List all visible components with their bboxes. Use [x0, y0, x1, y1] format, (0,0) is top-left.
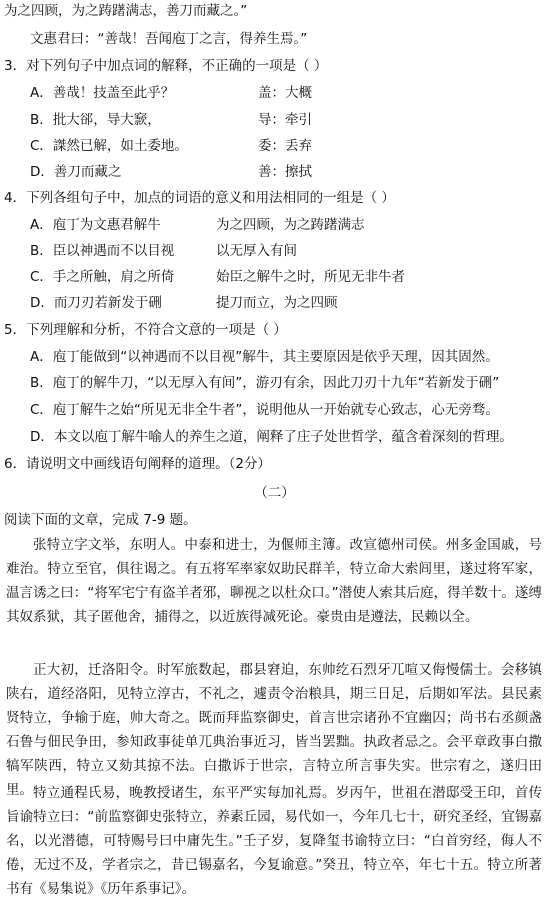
passage-paragraph-1: 张特立字文举，东明人。中泰和进士，为偃师主簿。改宣德州司侯。州多金国戚，号难治。特立至官，俱往谒之。有五将军率家奴助民群羊，特立命大索闾里，遂过将军家，温言诱之曰：“将军宅宁有盗羊者邪，聊视之以杜众口。”潜使人索其后庭，得羊数十。遂缚其奴系狱，其子匿他舍，捕得之，以近族得减死论。豪贵由是遵法，民赖以全。	[6, 537, 542, 625]
q5-option-c: C．庖丁解牛之始“所见无非全牛者”，说明他从一开始就专心致志，心无旁骛。	[30, 402, 499, 418]
q3-option-d: D．善刀而藏之	[30, 164, 122, 180]
q4-option-a-right: 为之四顾，为之踌躇满志	[216, 217, 365, 233]
passage-line-1: 为之四顾，为之踌躇满志，善刀而藏之。”	[4, 3, 248, 19]
question-5-stem: 5．下列理解和分析，不符合文意的一项是（ ）	[4, 322, 287, 338]
question-4-stem: 4．下列各组句子中，加点的词语的意义和用法相同的一组是（ ）	[4, 190, 395, 206]
question-6: 6．请说明文中画线语句阐释的道理。（2分）	[4, 456, 271, 472]
q4-option-b-right: 以无厚入有间	[216, 243, 297, 259]
q3-option-b: B．批大郤，导大窾，	[30, 112, 161, 128]
q4-option-c-right: 始臣之解牛之时，所见无非牛者	[216, 269, 405, 285]
q5-option-d: D．本文以庖丁解牛喻人的养生之道，阐释了庄子处世哲学，蕴含着深刻的哲理。	[30, 429, 513, 445]
q4-option-c-left: C．手之所触，肩之所倚	[30, 269, 175, 285]
q3-option-c-gloss: 委：丢弃	[258, 138, 312, 154]
q3-option-b-gloss: 导：牵引	[258, 112, 312, 128]
q5-option-a: A．庖丁能做到“以神遇而不以目视”解牛，其主要原因是依乎天理，因其固然。	[30, 349, 499, 365]
q4-option-a-left: A．庖丁为文惠君解牛	[30, 217, 161, 233]
q5-option-b: B．庖丁的解牛刀，“以无厚入有间”，游刃有余，因此刀刃十九年“若新发于硎”	[30, 375, 500, 391]
q3-option-c: C．謋然已解，如土委地。	[30, 138, 188, 154]
q3-option-a: A．善哉！技盖至此乎？	[30, 85, 175, 101]
section-title: （二）	[254, 485, 295, 501]
question-3-stem: 3．对下列句子中加点词的解释，不正确的一项是（ ）	[4, 58, 328, 74]
q3-option-d-gloss: 善：擦拭	[258, 164, 312, 180]
passage-line-2: 文惠君曰：“善哉！吾闻庖丁之言，得养生焉。”	[30, 31, 308, 47]
q4-option-d-left: D．而刀刃若新发于硎	[30, 295, 162, 311]
passage-paragraph-2: 正大初，迁洛阳令。时军旅数起，郡县窘迫，东帅纥石烈牙兀喧又侮慢儒士。会移镇陕右，道经洛阳，见特立淳古，不礼之，遽责令治粮具，期三日足，后期如军法。县民素贤特立，争输于庭，帅大奇之。既而拜监察御史，首言世宗诸孙不宜幽囚；尚书右丞颜盏石鲁与佃民争田，参知政事徒单兀典治事近习，皆当罢黜。执政者忌之。会平章政事白撒犒军陕西，特立又劾其掠不法。白撒诉于世宗，言特立所言事失实。世宗宥之，遂归田里。	[6, 662, 542, 798]
q4-option-b-left: B．臣以神遇而不以目视	[30, 243, 175, 259]
reading-instruction: 阅读下面的文章，完成 7-9 题。	[4, 512, 197, 528]
q4-option-d-right: 提刀而立，为之四顾	[216, 295, 338, 311]
passage-paragraph-3: 特立通程氏易，晚教授诸生，东平严实每加礼焉。岁丙午，世祖在潜邸受王印，首传旨谕特立曰：“前监察御史张特立，养素丘园，易代如一，今年几七十，研究圣经，宜锡嘉名，以光潜德，可特赐号曰中庸先生。”壬子岁，复降玺书谕特立曰：“白首穷经，侮人不倦，无过不及，学者宗之，昔已锡嘉名，今复谕意。”癸丑，特立卒，年七十五。特立所著书有《易集说》《历年系事记》。	[6, 785, 542, 897]
q3-option-a-gloss: 盖：大概	[258, 85, 312, 101]
